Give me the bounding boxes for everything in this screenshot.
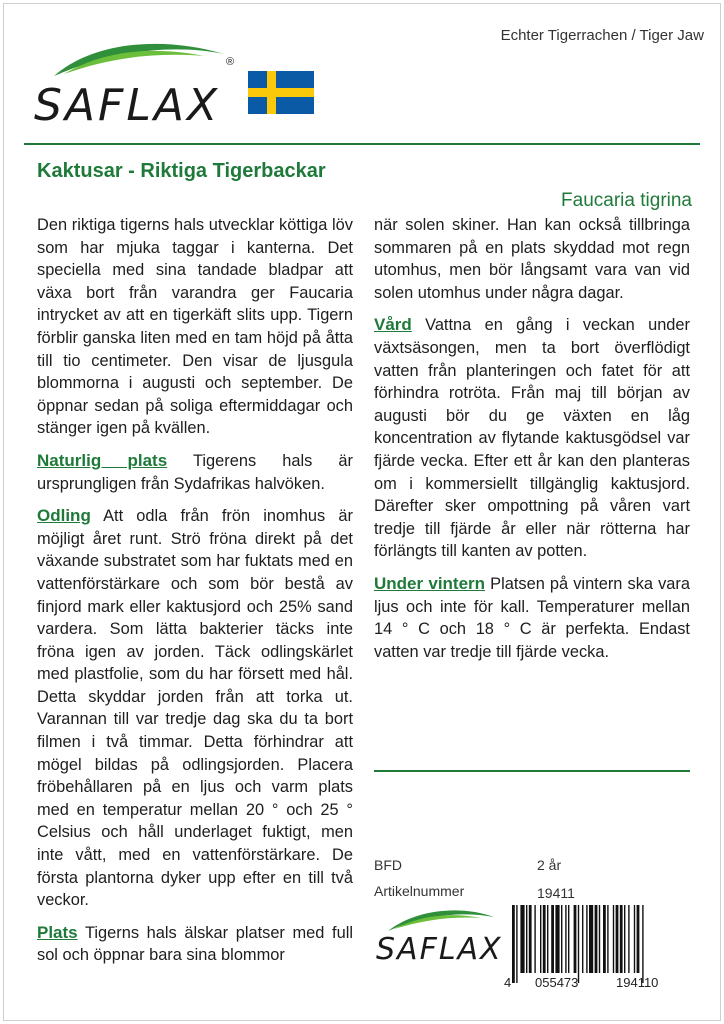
section-heading: Plats: [37, 922, 78, 942]
section-under-vintern: [374, 573, 690, 663]
barcode-digits-left: 055473: [535, 975, 579, 990]
page-title: Kaktusar - Riktiga Tigerbackar: [37, 160, 326, 182]
section-text: Platsen på vintern ska vara ljus och inte för kall. Temperaturer mellan 14 ° C och 18 ° C är perfekta. Endast vatten var tredje till fjärde vecka.: [374, 574, 690, 661]
section-naturlig-plats: [37, 450, 353, 495]
section-heading: Odling: [37, 506, 91, 526]
section-text: Tigerens hals är ursprungligen från Sydafrikas halvöken.: [37, 451, 354, 493]
saflax-logo: [34, 36, 244, 131]
saflax-logo-small: [376, 905, 506, 975]
intro-text: Den riktiga tigerns hals utvecklar köttiga löv som har mjuka taggar i kanterna. Det speciella med sina tandade bladpar att växa bort från varandra ger Faucaria intrycket av att en tigerkäft slits upp. Tigern förblir ganska liten med en tam höjd på åtta till tio centimeter. Den visar de ljusgula blommorna i augusti och september. De öppnar sedan på soliga eftermiddagar och stänger igen på kvällen.: [37, 216, 353, 438]
left-column: [37, 214, 353, 977]
latin-name: Faucaria tigrina: [561, 190, 692, 211]
section-text: Att odla från frön inomhus är möjligt året runt. Strö fröna direkt på det växande substratet som har fuktats med en vattenförstärkare och som bör bestå av finjord mark eller kaktusjord och 25% sand vardera. Som lätta bakterier täcks inte fröna igen av jorden. Täck odlingskärlet med plastfolie, som du har försett med hål. Detta skyddar jorden från att torka ut. Varannan till var tredje dag ska du ta bort filmen i två timmar. Detta förhindrar att mögel bildas på odlingsjorden. Placera fröbehållaren på en ljus och varm plats med en temperatur mellan 20 ° och 25 ° Celsius och håll underlaget fuktigt, men inte vått, med en vattenförstärkare. De första plantorna dyker upp efter en till två veckor.: [37, 507, 353, 910]
article-number-label: Artikelnummer: [374, 883, 465, 899]
sweden-flag-icon: [248, 71, 314, 114]
barcode-icon: [510, 905, 694, 985]
section-odling: [37, 505, 353, 912]
section-text: Vattna en gång i veckan under växtsäsongen, men ta bort överflödigt vatten från planteringen och fatet för att förhindra rotröta. Från maj till början av augusti bör du ge växten en låg koncentration av flytande kaktusgödsel var fjärde vecka. Efter ett år kan den planteras om i kommersiellt tillgänglig kaktusjord. Därefter sker ompottning på våren vart tredje till fjärde år eller när rötterna har förlängts till kanten av potten.: [374, 316, 690, 561]
section-vard: [374, 314, 690, 563]
section-heading: Under vintern: [374, 573, 486, 593]
barcode-digit-prefix: 4: [504, 975, 512, 990]
article-number-value: 19411: [537, 885, 575, 901]
section-heading: Naturlig plats: [37, 450, 168, 470]
section-heading: Vård: [374, 315, 412, 335]
variety-name: Echter Tigerrachen / Tiger Jaw: [500, 27, 704, 44]
header-divider: [24, 143, 700, 145]
logo-wordmark: SAFLAX: [34, 80, 221, 131]
section-plats-continued: när solen skiner. Han kan också tillbringa sommaren på en plats skyddad mot regn utomhus, men bör långsamt vara van vid solen utomhus under några dagar.: [374, 216, 690, 302]
section-text: Tigerns hals älskar platser med full sol och öppnar bara sina blommor: [37, 923, 353, 965]
bfd-value: 2 år: [537, 857, 562, 873]
info-divider: [374, 770, 690, 772]
right-column: [374, 214, 690, 673]
bfd-label: BFD: [374, 857, 402, 873]
logo-wordmark: SAFLAX: [376, 932, 503, 967]
section-plats: [37, 922, 353, 967]
registered-mark: ®: [226, 56, 235, 68]
barcode-digits-right: 194110: [616, 975, 659, 990]
